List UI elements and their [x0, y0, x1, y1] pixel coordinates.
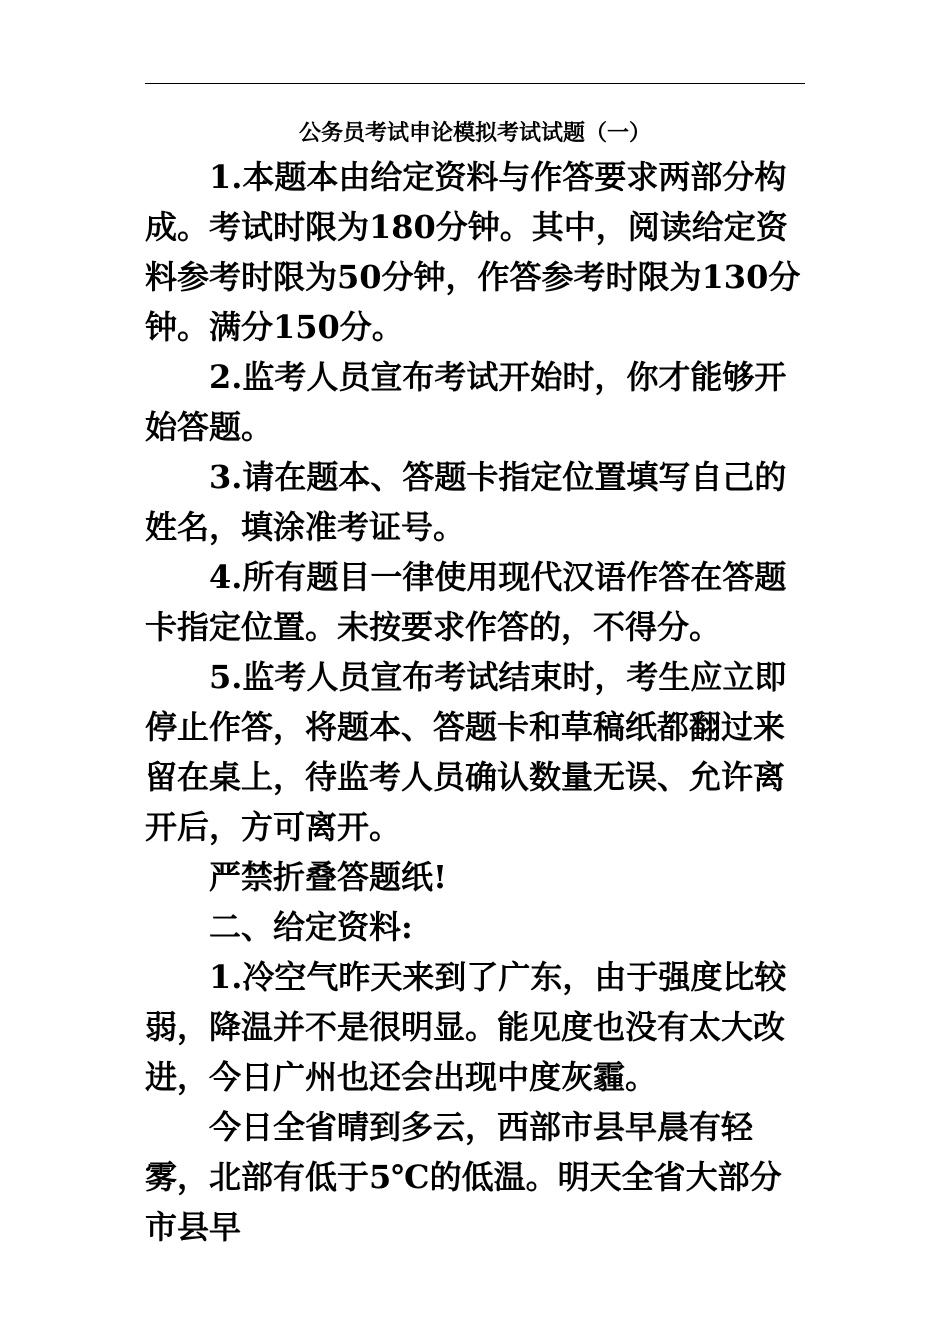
paragraph-material-1: 1.冷空气昨天来到了广东，由于强度比较弱，降温并不是很明显。能见度也没有太大改进，今日广州也还会出现中度灰霾。 — [145, 958, 787, 1096]
paragraph-exam-duration: 1.本题本由给定资料与作答要求两部分构成。考试时限为180分钟。其中，阅读给定资料参考时限为50分钟，作答参考时限为130分钟。满分150分。 — [145, 158, 801, 346]
document-title: 公务员考试申论模拟考试试题（一） — [298, 120, 651, 146]
paragraph-answer-language: 4.所有题目一律使用现代汉语作答在答题卡指定位置。未按要求作答的，不得分。 — [145, 558, 787, 646]
paragraph-no-folding: 严禁折叠答题纸! — [209, 858, 448, 896]
header-divider — [145, 83, 805, 84]
paragraph-material-weather: 今日全省晴到多云，西部市县早晨有轻雾，北部有低于5℃的低温。明天全省大部分市县早 — [145, 1108, 782, 1246]
paragraph-fill-name: 3.请在题本、答题卡指定位置填写自己的姓名，填涂准考证号。 — [145, 458, 787, 546]
paragraph-start-rule: 2.监考人员宣布考试开始时，你才能够开始答题。 — [145, 358, 787, 446]
paragraph-end-rule: 5.监考人员宣布考试结束时，考生应立即停止作答，将题本、答题卡和草稿纸都翻过来留在桌上，待监考人员确认数量无误、允许离开后，方可离开。 — [145, 658, 787, 846]
section-heading-materials: 二、给定资料: — [209, 908, 413, 946]
document-body — [145, 152, 810, 1252]
